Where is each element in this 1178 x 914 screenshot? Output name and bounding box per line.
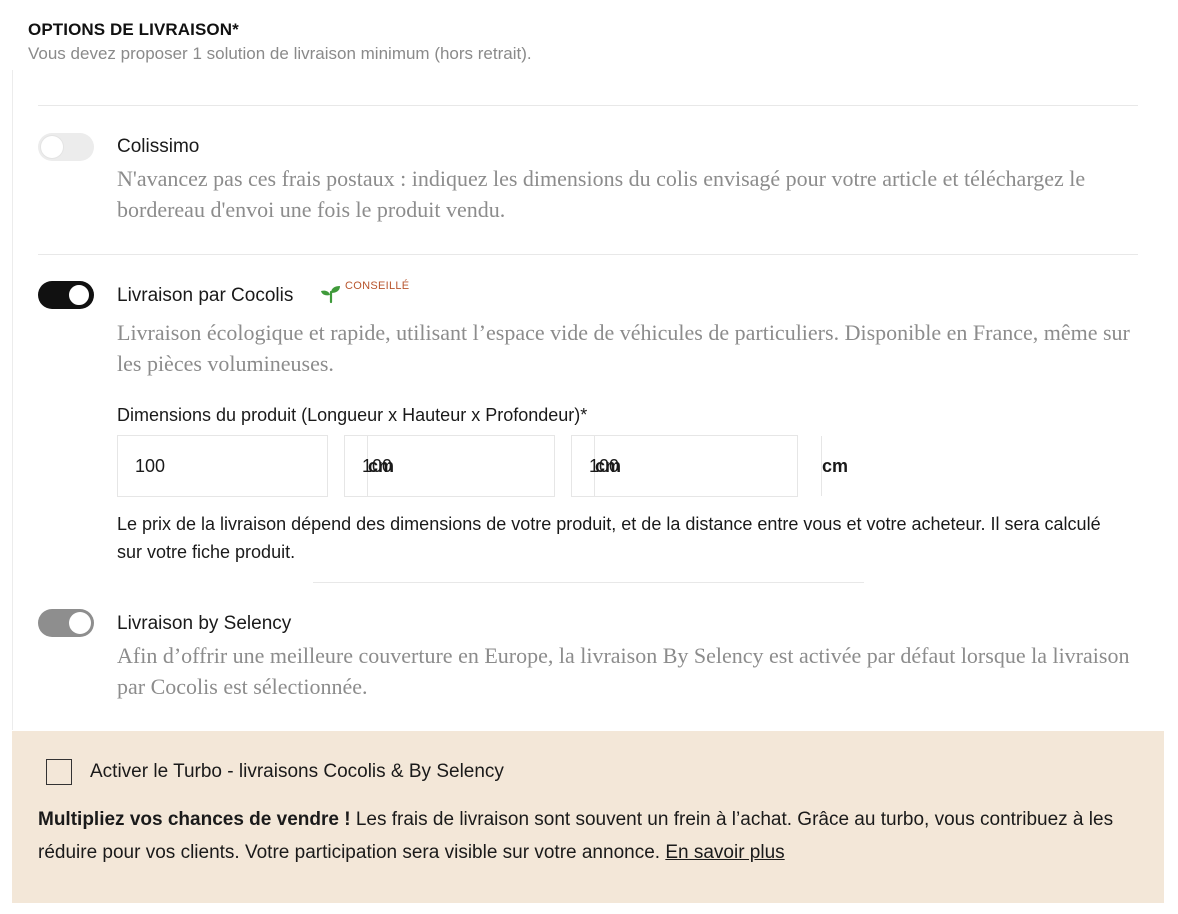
height-field [344,435,622,497]
selency-title: Livraison by Selency [117,613,292,634]
section-subtitle: Vous devez proposer 1 solution de livraison minimum (hors retrait). [28,44,532,63]
length-input[interactable] [118,436,367,496]
colissimo-description: N'avancez pas ces frais postaux : indiquez les dimensions du colis envisagé pour votre article et téléchargez le bordereau d'envoi une fois le produit vendu. [117,166,1086,222]
section-title: OPTIONS DE LIVRAISON* [28,20,239,39]
depth-unit: cm [821,436,848,496]
cocolis-description: Livraison écologique et rapide, utilisant l’espace vide de véhicules de particuliers. Disponible en France, même sur les pièces volumineuses. [117,320,1130,376]
turbo-body: Les frais de livraison sont souvent un frein à l’achat. Grâce au turbo, vous contribuez à les réduire pour vos clients. Votre participation sera visible sur votre annonce. [38,809,1114,863]
turbo-description [38,803,1138,869]
sprout-icon [320,282,342,304]
toggle-knob [41,136,63,158]
height-input[interactable] [345,436,594,496]
turbo-checkbox[interactable] [46,759,72,785]
recommended-badge [320,282,409,304]
badge-label: CONSEILLÉ [345,280,410,292]
depth-field [571,435,849,497]
selency-toggle[interactable] [38,609,94,637]
price-note: Le prix de la livraison dépend des dimensions de votre produit, et de la distance entre vous et votre acheteur. Il sera calculé sur votre fiche produit. [117,514,1101,562]
toggle-knob [67,283,91,307]
height-unit: cm [594,436,621,496]
learn-more-link[interactable]: En savoir plus [665,842,785,863]
toggle-knob [69,612,91,634]
cocolis-toggle[interactable] [38,281,94,309]
depth-input[interactable] [572,436,821,496]
colissimo-title: Colissimo [117,136,200,157]
length-field [117,435,395,497]
colissimo-toggle[interactable] [38,133,94,161]
dimensions-label: Dimensions du produit (Longueur x Hauteur x Profondeur)* [117,405,588,425]
divider [313,582,864,583]
length-unit: cm [367,436,394,496]
divider [38,105,1138,106]
cocolis-title: Livraison par Cocolis [117,285,294,306]
divider [38,254,1138,255]
turbo-checkbox-label: Activer le Turbo - livraisons Cocolis & By Selency [90,761,504,782]
selency-description: Afin d’offrir une meilleure couverture en Europe, la livraison By Selency est activée par défaut lorsque la livraison par Cocolis est sélectionnée. [117,643,1130,699]
turbo-panel [12,731,1164,903]
turbo-headline: Multipliez vos chances de vendre ! [38,809,351,830]
